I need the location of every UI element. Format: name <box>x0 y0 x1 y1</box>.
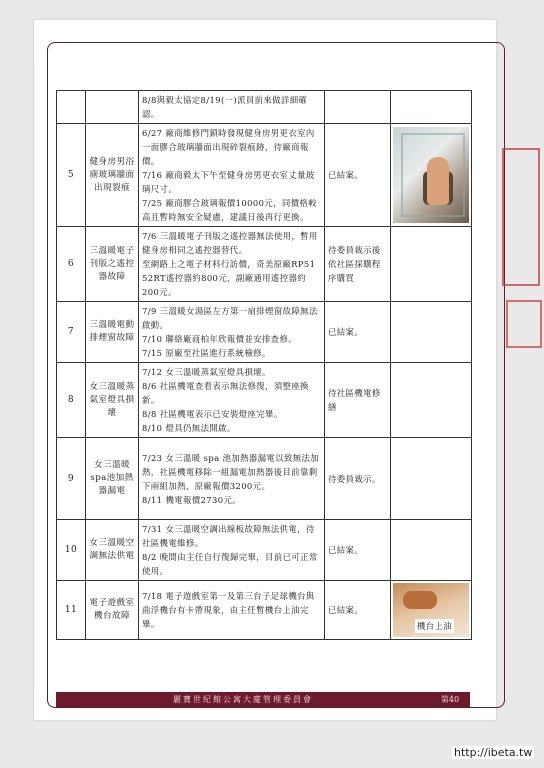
photo-cell <box>391 438 472 520</box>
page-number: 第40 <box>440 695 460 704</box>
red-seal-stamp-small <box>506 300 542 348</box>
description-line: 7/16 廠商毅太下午至健身房男更衣室丈量玻璃尺寸。 <box>142 170 315 194</box>
status-cell: 待社區機電修繕 <box>325 363 391 438</box>
description-line: 7/18 電子遊戲室第一及第三台子足球機台與曲浮機台有卡帶現象，由主任暫機台上油完畢。 <box>142 591 315 629</box>
table-row <box>57 302 472 363</box>
row-number: 11 <box>57 581 86 640</box>
table-row <box>57 91 472 124</box>
watermark-url: http://ibeta.tw <box>454 746 533 759</box>
item-name: 電子遊戲室機台故障 <box>86 581 139 640</box>
photo-cell <box>391 363 472 438</box>
row-number <box>57 91 86 124</box>
table-row <box>57 438 472 520</box>
footer-title: 麗寶世紀館公寓大廈管理委員會 <box>173 695 313 704</box>
table-row <box>57 581 472 640</box>
table-row <box>57 520 472 581</box>
page-footer <box>56 692 470 707</box>
repair-photo <box>393 127 469 223</box>
status-cell: 已結案。 <box>325 520 391 581</box>
description-cell <box>139 91 325 124</box>
photo-cell <box>391 581 472 640</box>
row-number: 9 <box>57 438 86 520</box>
description-line: 8/10 燈具仍無法開啟。 <box>142 423 236 433</box>
description-line: 8/8 社區機電表示已安裝燈座完畢。 <box>142 409 283 419</box>
row-number: 8 <box>57 363 86 438</box>
row-number: 6 <box>57 227 86 302</box>
item-name: 女三溫暖spa池加熱器漏電 <box>86 438 139 520</box>
photo-cell <box>391 302 472 363</box>
description-cell <box>139 363 325 438</box>
status-cell: 已結案。 <box>325 581 391 640</box>
item-name <box>86 91 139 124</box>
description-cell <box>139 302 325 363</box>
photo-cell <box>391 520 472 581</box>
table-row <box>57 227 472 302</box>
description-line: 8/6 社區機電查看表示無法修復，須整座換新。 <box>142 381 309 405</box>
photo-cell <box>391 227 472 302</box>
item-name: 女三溫暖蒸氣室燈具損壞 <box>86 363 139 438</box>
description-cell <box>139 581 325 640</box>
photo-cell <box>391 91 472 124</box>
description-line: 7/15 原廠至社區進行系統檢修。 <box>142 348 271 358</box>
item-name: 健身房男浴廁玻璃牆面出現裂痕 <box>86 124 139 227</box>
row-number: 10 <box>57 520 86 581</box>
description-line: 7/25 廠商膠合玻璃報價10000元，同價格較高且暫時無安全疑慮，建議日後再行更換。 <box>142 198 317 222</box>
status-cell: 已結案。 <box>325 124 391 227</box>
machine-oil-photo <box>393 583 469 637</box>
status-cell: 已結案。 <box>325 302 391 363</box>
row-number: 5 <box>57 124 86 227</box>
description-line: 8/8與毅太協定8/19(一)派員前來做詳細確認。 <box>142 95 308 119</box>
description-line: 8/11 機電報價2730元。 <box>142 494 242 505</box>
status-cell: 待委員裁示後依社區採購程序購買 <box>325 227 391 302</box>
maintenance-table <box>56 90 472 640</box>
status-cell: 待委員裁示。 <box>325 438 391 520</box>
description-cell <box>139 438 325 520</box>
table-row <box>57 363 472 438</box>
description-line: 7/31 女三溫暖空調出線板故障無法供電，待社區機電維修。 <box>142 524 315 548</box>
status-cell <box>325 91 391 124</box>
description-line: 7/9 三溫暖女湯區左方第一扇排煙窗故障無法啟動。 <box>142 306 318 330</box>
description-line: 7/12 女三溫暖蒸氣室燈具損壞。 <box>142 367 271 377</box>
photo-cell <box>391 124 472 227</box>
item-name: 三溫暖電動排煙窗故障 <box>86 302 139 363</box>
red-seal-stamp <box>502 148 540 286</box>
item-name: 女三溫暖空調無法供電 <box>86 520 139 581</box>
description-line: 7/23 女三溫暖 spa 池加熱器漏電以致無法加熱，社區機電移除一組漏電加熱器後目前靠剩下兩組加熱，原廠報價3200元。 <box>142 452 320 491</box>
description-line: 7/10 聯絡廠商柏年欣報價並安排查修。 <box>142 334 298 344</box>
item-name: 三溫暖電子刊版之遙控器故障 <box>86 227 139 302</box>
description-cell <box>139 124 325 227</box>
photo-caption: 機台上油 <box>417 621 453 631</box>
table-row <box>57 124 472 227</box>
description-line: 6/27 廠商維修門鎖時發現健身房男更衣室內一面膠合玻璃牆面出現碎裂痕跡，待廠商報價。 <box>142 128 315 166</box>
description-line: 至網路上之電子材料行訪價，奇美原廠RP51 52RT遙控器約800元，副廠通用遙控器約200元。 <box>142 259 316 297</box>
description-line: 8/2 晚間由主任自行復歸完畢，目前已可正常使用。 <box>142 552 318 576</box>
description-cell <box>139 227 325 302</box>
description-cell <box>139 520 325 581</box>
row-number: 7 <box>57 302 86 363</box>
description-line: 7/6 三溫暖電子刊版之遙控器無法使用，暫用健身房相同之遙控器替代。 <box>142 231 318 255</box>
